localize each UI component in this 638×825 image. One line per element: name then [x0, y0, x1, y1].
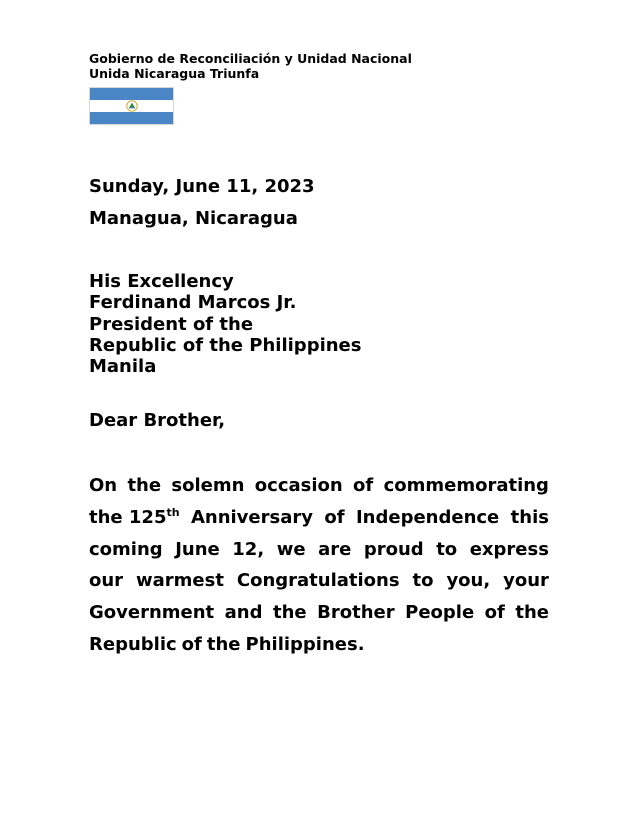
addressee-block: [89, 271, 361, 377]
body-line: [89, 567, 549, 599]
body-line: [89, 536, 549, 568]
letterhead-government-name: Gobierno de Reconciliación y Unidad Nacional: [89, 51, 412, 66]
flag-bottom-stripe: [90, 112, 173, 125]
body-word: the 125: [89, 506, 167, 528]
body-word: the: [515, 602, 549, 624]
body-word: you,: [446, 570, 491, 592]
body-word: solemn: [171, 475, 245, 496]
body-word: your: [503, 570, 549, 592]
body-line: [89, 472, 549, 504]
ordinal-suffix: th: [166, 505, 180, 519]
body-word: 12,: [232, 538, 265, 560]
body-word: warmest: [136, 570, 224, 592]
letter-body: [89, 472, 549, 663]
flag-top-stripe: [90, 88, 173, 100]
body-line: [89, 504, 549, 536]
body-word: proud: [363, 538, 424, 560]
body-word: the: [206, 633, 241, 655]
body-word: the: [273, 602, 307, 624]
addressee-line: Manila: [89, 356, 157, 378]
body-word: to: [436, 538, 458, 560]
body-word: Congratulations: [236, 570, 400, 592]
addressee-line: Ferdinand Marcos Jr.: [89, 292, 297, 314]
body-word: occasion: [254, 475, 343, 496]
body-word: commemorating: [383, 475, 549, 496]
body-word: the: [127, 475, 162, 496]
body-word: Republic: [89, 633, 177, 655]
body-word: of: [484, 602, 505, 624]
body-word: Independence: [355, 506, 500, 528]
body-word: of: [324, 506, 345, 528]
nicaragua-flag-icon: [89, 87, 174, 125]
body-word: Brother: [317, 602, 395, 624]
body-word: are: [318, 538, 352, 560]
body-word: of: [181, 633, 202, 655]
body-line: [89, 631, 549, 663]
body-word: to: [412, 570, 434, 592]
body-line: [89, 599, 549, 631]
body-word: our: [89, 570, 124, 592]
letter-date: Sunday, June 11, 2023: [89, 176, 315, 197]
body-word: express: [469, 538, 549, 560]
letterhead: [89, 51, 412, 81]
body-word: and: [224, 602, 263, 624]
letter-place: Managua, Nicaragua: [89, 208, 298, 229]
body-word: coming: [89, 538, 163, 560]
body-word: this: [510, 506, 549, 528]
anniversary-number: [89, 504, 180, 536]
body-word: On: [89, 475, 118, 496]
body-word: we: [276, 538, 306, 560]
body-word: of: [353, 475, 374, 496]
addressee-line: His Excellency: [89, 271, 234, 292]
body-word: People: [405, 602, 475, 624]
salutation: Dear Brother,: [89, 410, 226, 431]
letterhead-slogan: Unida Nicaragua Triunfa: [89, 66, 260, 81]
addressee-line: President of the: [89, 313, 254, 335]
body-word: June: [175, 538, 220, 560]
body-word: Government: [89, 602, 215, 624]
body-word: Philippines.: [245, 633, 365, 655]
coat-of-arms-icon: [125, 100, 139, 112]
body-word: Anniversary: [190, 506, 313, 528]
addressee-line: Republic of the Philippines: [89, 334, 362, 356]
